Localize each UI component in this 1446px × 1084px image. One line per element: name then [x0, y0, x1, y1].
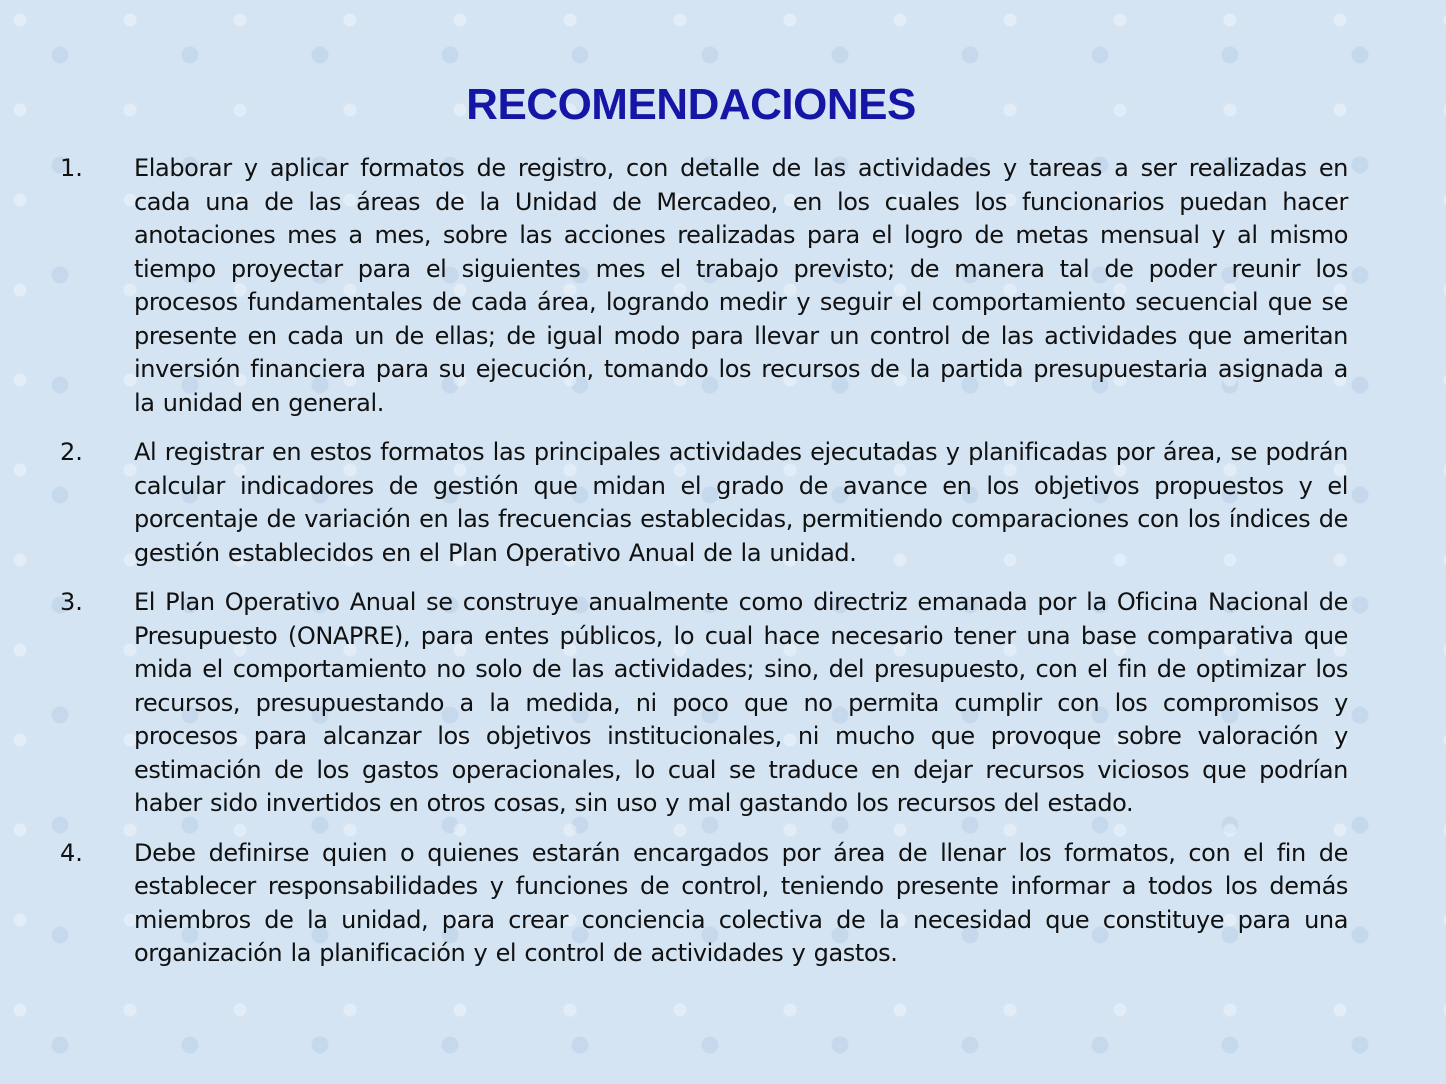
list-item [58, 586, 1348, 821]
item-number: 2. [60, 438, 83, 466]
item-text: El Plan Operativo Anual se construye anualmente como directriz emanada por la Oficina Nacional de Presupuesto (ONAPRE), para entes públicos, lo cual hace necesario tener una base comparativa que mida el comportamiento no solo de las actividades; sino, del presupuesto, con el fin de optimizar los recursos, presupuestando a la medida, ni poco que no permita cumplir con los compromisos y procesos para alcanzar los objetivos institucionales, ni mucho que provoque sobre valoración y estimación de los gastos operacionales, lo cual se traduce en dejar recursos viciosos que podrían haber sido invertidos en otros cosas, sin uso y mal gastando los recursos del estado. [134, 588, 1348, 817]
list-item [58, 152, 1348, 420]
item-number: 3. [60, 588, 83, 616]
page-title: RECOMENDACIONES [466, 80, 916, 129]
list-item [58, 837, 1348, 971]
item-text: Elaborar y aplicar formatos de registro, con detalle de las actividades y tareas a ser realizadas en cada una de las áreas de la Unidad de Mercadeo, en los cuales los funcionarios puedan hacer anotaciones mes a mes, sobre las acciones realizadas para el logro de metas mensual y al mismo tiempo proyectar para el siguientes mes el trabajo previsto; de manera tal de poder reunir los procesos fundamentales de cada área, logrando medir y seguir el comportamiento secuencial que se presente en cada un de ellas; de igual modo para llevar un control de las actividades que ameritan inversión financiera para su ejecución, tomando los recursos de la partida presupuestaria asignada a la unidad en general. [134, 154, 1348, 417]
item-number: 1. [60, 154, 83, 182]
item-number: 4. [60, 838, 83, 867]
item-text: Debe definirse quien o quienes estarán encargados por área de llenar los formatos, con el fin de establecer responsabilidades y funciones de control, teniendo presente informar a todos los demás miembros de la unidad, para crear conciencia colectiva de la necesidad que constituye para una organización la planificación y el control de actividades y gastos. [134, 838, 1348, 967]
item-text: Al registrar en estos formatos las principales actividades ejecutadas y planificadas por área, se podrán calcular indicadores de gestión que midan el grado de avance en los objetivos propuestos y el porcentaje de variación en las frecuencias establecidas, permitiendo comparaciones con los índices de gestión establecidos en el Plan Operativo Anual de la unidad. [134, 438, 1348, 567]
list-item [58, 436, 1348, 570]
recommendations-list [58, 152, 1348, 987]
